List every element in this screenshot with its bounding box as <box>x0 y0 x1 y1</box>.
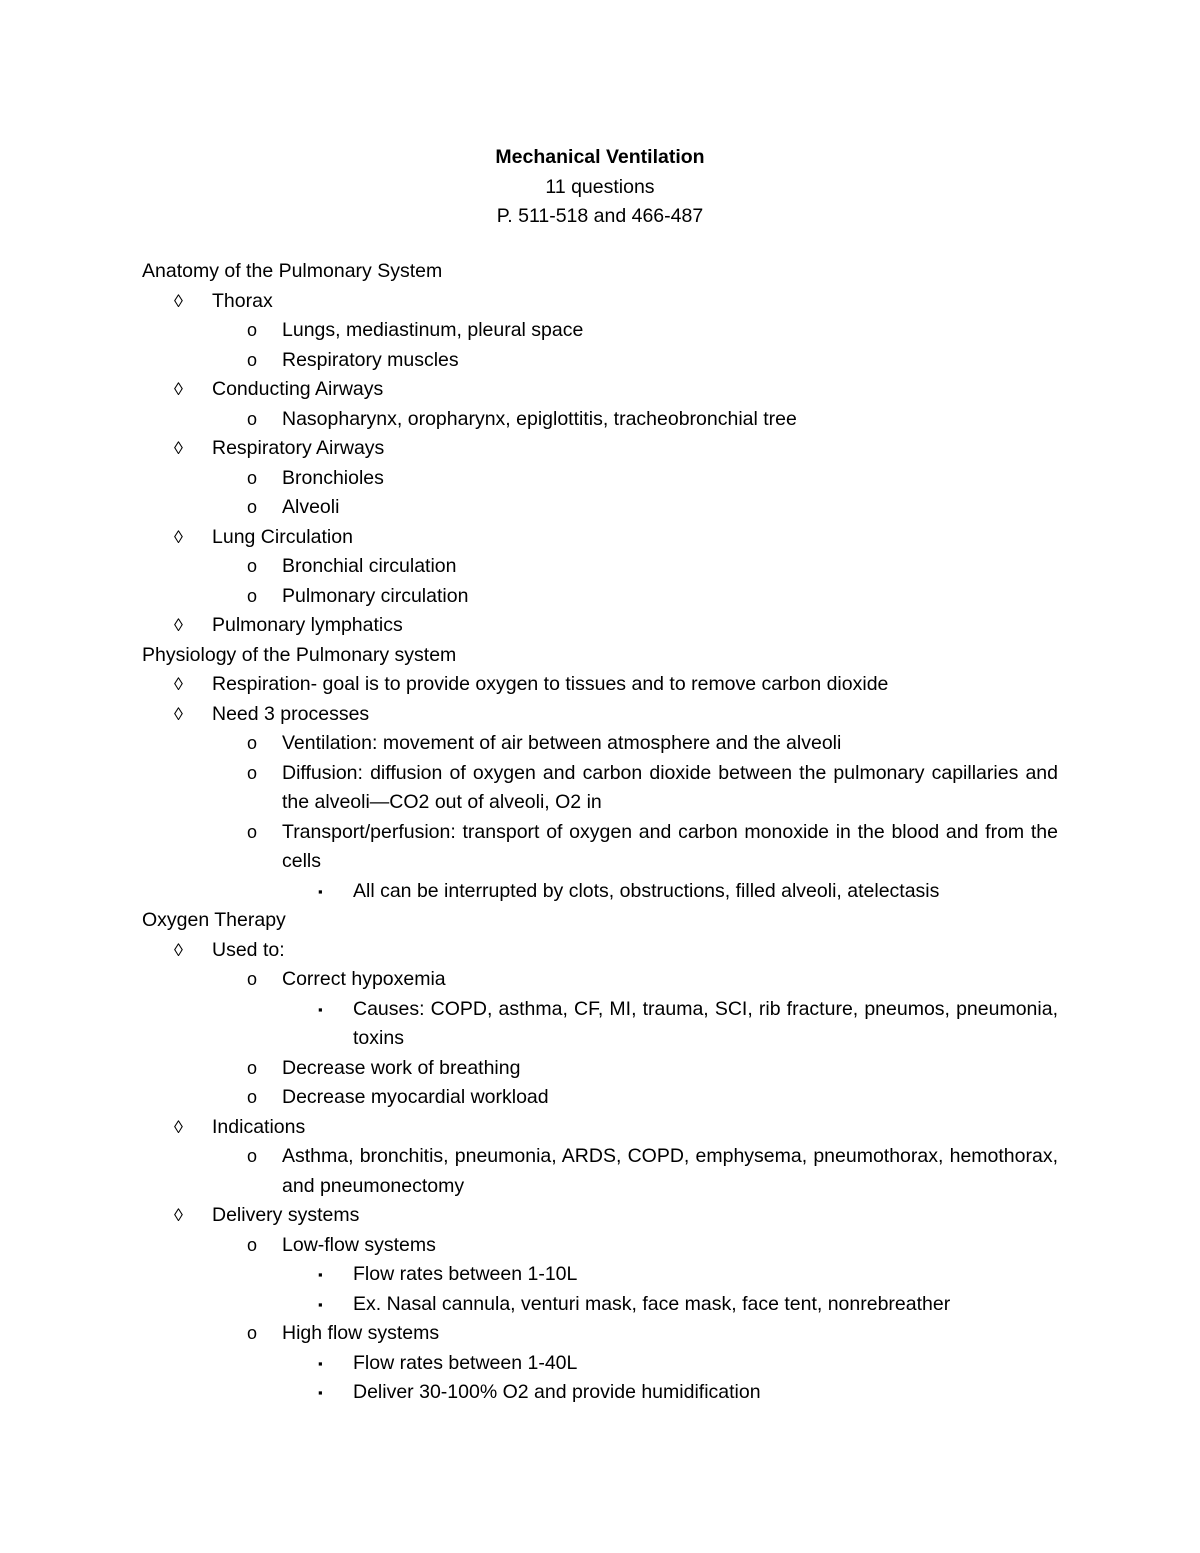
square-bullet-icon: ▪ <box>318 1385 323 1400</box>
outline-item-text: Pulmonary circulation <box>282 584 469 607</box>
outline-item <box>142 582 1058 612</box>
outline-item <box>142 316 1058 346</box>
circle-bullet-icon: o <box>247 821 258 842</box>
outline-item-text: Physiology of the Pulmonary system <box>142 643 457 666</box>
outline-item <box>142 1290 1058 1320</box>
outline-item-text: Anatomy of the Pulmonary System <box>142 260 443 282</box>
outline-item <box>142 287 1058 317</box>
outline-item-text: Conducting Airways <box>212 378 384 400</box>
outline-item <box>142 1201 1058 1231</box>
outline-item <box>142 1349 1058 1379</box>
circle-bullet-icon: o <box>247 733 258 753</box>
outline-item <box>142 1378 1058 1408</box>
circle-bullet-icon: o <box>247 497 258 517</box>
outline-item <box>142 1083 1058 1113</box>
square-bullet-icon: ▪ <box>318 1267 323 1282</box>
section-heading <box>142 257 1058 287</box>
outline-item-text: Causes: COPD, asthma, CF, MI, trauma, SCI, rib fracture, pneumos, pneumonia, toxins <box>353 997 1058 1049</box>
outline-item <box>142 1319 1058 1349</box>
outline-item-text: Bronchioles <box>282 466 384 489</box>
outline-item <box>142 877 1058 907</box>
outline-item <box>142 995 1058 1054</box>
outline-item-text: Low-flow systems <box>282 1233 436 1256</box>
outline-item <box>142 552 1058 582</box>
question-count: 11 questions <box>545 175 655 198</box>
diamond-bullet-icon: ◊ <box>174 1116 183 1137</box>
diamond-bullet-icon: ◊ <box>174 526 183 547</box>
outline-item-text: Correct hypoxemia <box>282 968 446 990</box>
outline-item-text: Need 3 processes <box>212 702 370 725</box>
section-heading <box>142 906 1058 936</box>
outline-item-text: Flow rates between 1-10L <box>353 1263 578 1285</box>
diamond-bullet-icon: ◊ <box>174 703 183 724</box>
circle-bullet-icon: o <box>247 349 258 370</box>
diamond-bullet-icon: ◊ <box>174 674 183 694</box>
outline-item <box>142 1231 1058 1261</box>
circle-bullet-icon: o <box>247 1323 258 1343</box>
square-bullet-icon: ▪ <box>318 1001 323 1017</box>
outline-item-text: Diffusion: diffusion of oxygen and carbon dioxide between the pulmonary capillaries and the alveoli—CO2 out of alveoli, O2 in <box>282 761 1058 813</box>
outline-item <box>142 1142 1058 1201</box>
diamond-bullet-icon: ◊ <box>174 290 183 311</box>
circle-bullet-icon: o <box>247 585 258 606</box>
outline-item-text: Nasopharynx, oropharynx, epiglottitis, tracheobronchial tree <box>282 407 797 430</box>
outline-item-text: Used to: <box>212 938 285 961</box>
page-title: Mechanical Ventilation <box>495 146 705 168</box>
document-header <box>0 143 1200 232</box>
outline-item-text: Oxygen Therapy <box>142 909 286 931</box>
outline-item-text: Deliver 30-100% O2 and provide humidification <box>353 1381 761 1403</box>
outline-item-text: High flow systems <box>282 1322 440 1344</box>
circle-bullet-icon: o <box>247 408 258 429</box>
outline-item-text: Flow rates between 1-40L <box>353 1351 578 1374</box>
circle-bullet-icon: o <box>247 762 258 783</box>
circle-bullet-icon: o <box>247 969 258 989</box>
outline-item <box>142 464 1058 494</box>
outline-item <box>142 405 1058 435</box>
outline-item-text: Alveoli <box>282 496 340 518</box>
outline-item-text: Delivery systems <box>212 1204 360 1226</box>
outline-item <box>142 700 1058 730</box>
diamond-bullet-icon: ◊ <box>174 379 183 399</box>
outline-item <box>142 611 1058 641</box>
outline-item-text: Decrease myocardial workload <box>282 1086 549 1108</box>
circle-bullet-icon: o <box>247 556 258 576</box>
circle-bullet-icon: o <box>247 467 258 488</box>
square-bullet-icon: ▪ <box>318 1296 323 1312</box>
outline-item <box>142 434 1058 464</box>
diamond-bullet-icon: ◊ <box>174 939 183 960</box>
outline-item-text: Lungs, mediastinum, pleural space <box>282 319 584 341</box>
diamond-bullet-icon: ◊ <box>174 438 183 458</box>
outline-item <box>142 346 1058 376</box>
outline-item-text: Pulmonary lymphatics <box>212 614 403 636</box>
outline-item <box>142 375 1058 405</box>
outline-content <box>142 257 1058 1408</box>
outline-item-text: Decrease work of breathing <box>282 1056 521 1079</box>
section-heading <box>142 641 1058 671</box>
circle-bullet-icon: o <box>247 1057 258 1078</box>
page-reference: P. 511-518 and 466-487 <box>496 205 704 227</box>
outline-item-text: Bronchial circulation <box>282 555 457 577</box>
square-bullet-icon: ▪ <box>318 1355 323 1371</box>
outline-item <box>142 523 1058 553</box>
outline-item <box>142 936 1058 966</box>
outline-item-text: Asthma, bronchitis, pneumonia, ARDS, COPD, emphysema, pneumothorax, hemothorax, and pneumonectomy <box>282 1145 1058 1197</box>
square-bullet-icon: ▪ <box>318 883 323 899</box>
diamond-bullet-icon: ◊ <box>174 1205 183 1225</box>
outline-item-text: Lung Circulation <box>212 525 353 548</box>
outline-item-text: All can be interrupted by clots, obstructions, filled alveoli, atelectasis <box>353 879 940 902</box>
outline-item-text: Ventilation: movement of air between atmosphere and the alveoli <box>282 732 842 754</box>
circle-bullet-icon: o <box>247 320 258 340</box>
circle-bullet-icon: o <box>247 1146 258 1166</box>
outline-item <box>142 965 1058 995</box>
diamond-bullet-icon: ◊ <box>174 615 183 635</box>
outline-item-text: Indications <box>212 1115 306 1138</box>
outline-item <box>142 493 1058 523</box>
outline-item <box>142 1054 1058 1084</box>
outline-item-text: Respiratory muscles <box>282 348 459 371</box>
outline-item-text: Respiratory Airways <box>212 437 385 459</box>
outline-item <box>142 818 1058 877</box>
circle-bullet-icon: o <box>247 1234 258 1255</box>
outline-item <box>142 670 1058 700</box>
outline-item-text: Respiration- goal is to provide oxygen to tissues and to remove carbon dioxide <box>212 673 889 695</box>
outline-item <box>142 1113 1058 1143</box>
outline-item-text: Transport/perfusion: transport of oxygen and carbon monoxide in the blood and from the cells <box>282 820 1058 872</box>
outline-item <box>142 759 1058 818</box>
circle-bullet-icon: o <box>247 1087 258 1107</box>
outline-item-text: Thorax <box>212 289 273 312</box>
outline-item <box>142 1260 1058 1290</box>
outline-item <box>142 729 1058 759</box>
outline-item-text: Ex. Nasal cannula, venturi mask, face mask, face tent, nonrebreather <box>353 1292 951 1315</box>
